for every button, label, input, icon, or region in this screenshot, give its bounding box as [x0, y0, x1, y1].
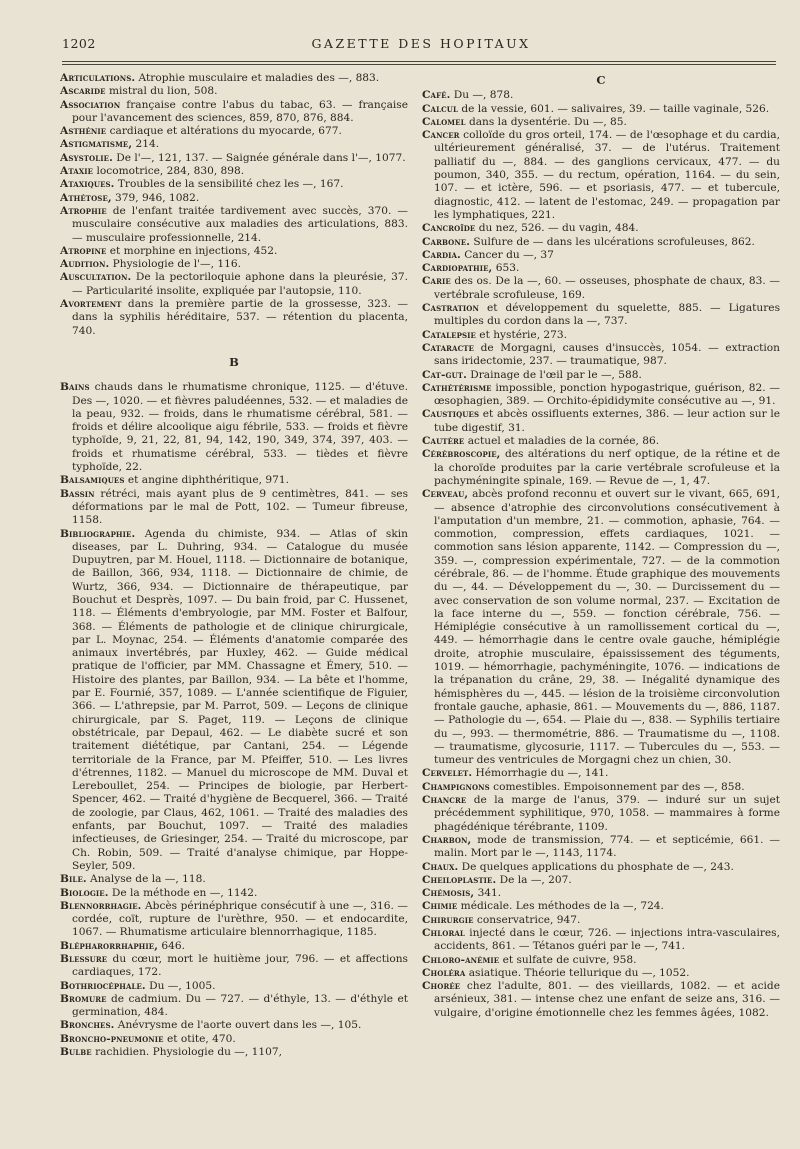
- entry-text: Atrophie musculaire et maladies des —, 883.: [135, 72, 380, 84]
- entry-text: mistral du lion, 508.: [105, 85, 218, 98]
- entry-keyword: Avortement: [60, 298, 122, 311]
- index-entry: [422, 927, 780, 954]
- journal-title: GAZETTE DES HOPITAUX: [311, 36, 531, 51]
- entry-keyword: Astigmatisme,: [60, 138, 133, 151]
- index-entry: [60, 192, 408, 205]
- entry-keyword: Blennorrhagie.: [60, 899, 142, 912]
- entry-keyword: Chancre: [422, 794, 467, 807]
- entry-keyword: Bronches.: [60, 1019, 115, 1032]
- index-entry: [422, 448, 780, 488]
- entry-text: Drainage de l'œil par le —, 588.: [466, 368, 642, 381]
- index-entry: [60, 940, 408, 953]
- entry-text: et sulfate de cuivre, 958.: [499, 953, 637, 966]
- entry-keyword: Cancroïde: [422, 222, 476, 235]
- entry-text: rachidien. Physiologie du —, 1107,: [91, 1046, 282, 1059]
- section-letter-c: C: [596, 73, 606, 87]
- entry-keyword: Chimie: [422, 900, 458, 913]
- entry-text: Abcès périnéphrique consécutif à une —, 316. — cordée, coït, rupture de l'urèthre, 950. — et endocardite, 1067. — Rhumatisme articulaire blennorrhagique, 1185.: [72, 899, 408, 939]
- entry-keyword: Cathétérisme: [422, 381, 492, 394]
- entry-keyword: Association: [60, 98, 121, 111]
- entry-text: 646.: [158, 939, 185, 952]
- entry-text: des os. De la —, 60. — osseuses, phosphate de chaux, 83. — vertébrale scrofuleuse, 169.: [434, 275, 780, 301]
- entry-text: et hystérie, 273.: [475, 328, 568, 341]
- entry-text: médicale. Les méthodes de la —, 724.: [457, 900, 664, 913]
- entry-keyword: Cerveau,: [422, 488, 469, 501]
- entry-text: et angine diphthéritique, 971.: [124, 474, 289, 487]
- entry-keyword: Calcul: [422, 102, 458, 115]
- entry-keyword: Auscultation.: [60, 271, 132, 284]
- entry-text: injecté dans le cœur, 726. — injections intra-vasculaires, accidents, 861. — Tétanos guéri par le —, 741.: [434, 927, 780, 953]
- entry-keyword: Bothriocéphale.: [60, 979, 146, 992]
- entry-text: de Morgagni, causes d'insuccès, 1054. — extraction sans iridectomie, 237. — traumatique, 987.: [434, 341, 780, 368]
- entry-text: Anévrysme de l'aorte ouvert dans les —, 105.: [114, 1019, 362, 1032]
- index-entry: [422, 967, 780, 980]
- index-entry: [60, 887, 408, 900]
- index-entry: [422, 262, 780, 275]
- entry-keyword: Cardiopathie,: [422, 262, 493, 275]
- index-entry: [422, 435, 780, 448]
- entry-keyword: Champignons: [422, 780, 490, 793]
- index-entry: [422, 249, 780, 262]
- entry-text: De quelques applications du phosphate de —, 243.: [458, 860, 734, 873]
- entry-text: Troubles de la sensibilité chez les —, 167.: [114, 178, 344, 191]
- entry-keyword: Ascaride: [60, 85, 106, 98]
- entry-text: Physiologie de l'—, 116.: [109, 258, 241, 271]
- index-entry: [60, 205, 408, 245]
- entry-text: 341.: [474, 887, 502, 900]
- entry-text: De la pectoriloquie aphone dans la pleurésie, 37. — Particularité insolite, expliquée par l'autopsie, 110.: [72, 271, 408, 297]
- index-entry: [60, 900, 408, 940]
- index-entry: [422, 767, 780, 780]
- index-entry: [60, 245, 408, 258]
- index-entry: [60, 298, 408, 338]
- section-letter-b: B: [229, 354, 239, 369]
- entry-keyword: Ataxie: [60, 165, 94, 178]
- page-number: 1202: [62, 36, 96, 51]
- entry-text: asiatique. Théorie tellurique du —, 1052.: [465, 966, 690, 979]
- entry-keyword: Bile.: [60, 873, 87, 886]
- entry-text: chez l'adulte, 801. — des vieillards, 1082. — et acide arsénieux, 381. — intense chez une enfant de seize ans, 316. — vulgaire, d'origine émotionnelle chez les femmes âgées, 1082.: [434, 980, 780, 1019]
- entry-keyword: Carbone.: [422, 235, 471, 248]
- entry-text: 214.: [132, 138, 160, 151]
- index-entry: [60, 953, 408, 980]
- entry-keyword: Balsamiques: [60, 474, 125, 487]
- index-entry: [60, 488, 408, 528]
- entry-keyword: Ataxiques.: [60, 178, 115, 191]
- index-entry: [60, 1046, 408, 1059]
- index-entry: [60, 178, 408, 191]
- entry-keyword: Caustiques: [422, 408, 480, 421]
- entry-keyword: Castration: [422, 302, 479, 315]
- entry-text: chauds dans le rhumatisme chronique, 1125. — d'étuve. Des —, 1020. — et fièvres paludéennes, 532. — et maladies de la peau, 932. — froids, dans le rhumatisme cérébral, 581. — froids et délire alcoolique aigu fébrile, 533. — froids et fièvre typhoïde, 9, 21, 22, 81, 94, 142, 190, 349, 374, 397, 403. — froids et rhumatisme cérébral, 533. — tièdes et fièvre typhoïde, 22.: [72, 381, 408, 474]
- entry-keyword: Cheiloplastie.: [422, 873, 497, 886]
- entry-keyword: Cautère: [422, 435, 465, 448]
- entry-keyword: Biologie.: [60, 886, 109, 899]
- entry-text: dans la dysentérie. Du —, 85.: [465, 115, 627, 128]
- entry-text: Sulfure de — dans les ulcérations scrofuleuses, 862.: [470, 235, 755, 248]
- index-entry: [60, 72, 408, 85]
- index-entry: [60, 873, 408, 886]
- entry-text: Du —, 878.: [450, 89, 514, 102]
- entries-c: [422, 89, 780, 1020]
- entry-keyword: Catalepsie: [422, 328, 476, 341]
- entry-keyword: Carie: [422, 275, 451, 288]
- index-entry: [422, 275, 780, 302]
- index-entry: [60, 528, 408, 874]
- index-entry: [60, 993, 408, 1020]
- entry-text: De l'—, 121, 137. — Saignée générale dans l'—, 1077.: [112, 151, 406, 164]
- entry-keyword: Cervelet.: [422, 767, 473, 780]
- entry-keyword: Audition.: [60, 258, 110, 271]
- index-entry: [422, 369, 780, 382]
- index-entry: [422, 302, 780, 329]
- entry-keyword: Charbon,: [422, 833, 472, 846]
- entry-text: et abcès ossifluents externes, 386. — leur action sur le tube digestif, 31.: [434, 408, 780, 434]
- entry-keyword: Café.: [422, 89, 451, 102]
- entry-text: Hémorrhagie du —, 141.: [472, 767, 609, 780]
- entry-keyword: Athétose,: [60, 191, 112, 204]
- entry-keyword: Bibliographie.: [60, 527, 136, 540]
- index-entry: [60, 474, 408, 487]
- entry-text: 379, 946, 1082.: [111, 191, 200, 204]
- entry-text: de la vessie, 601. — salivaires, 39. — taille vaginale, 526.: [457, 102, 770, 115]
- entry-text: et otite, 470.: [163, 1032, 236, 1045]
- entry-text: comestibles. Empoisonnement par des —, 858.: [489, 780, 745, 793]
- entry-text: de cadmium. Du — 727. — d'éthyle, 13. — d'éthyle et germination, 484.: [72, 992, 408, 1019]
- entry-keyword: Bassin: [60, 487, 95, 500]
- index-entry: [60, 138, 408, 151]
- index-entry: [422, 914, 780, 927]
- entry-keyword: Bains: [60, 381, 90, 394]
- index-entry: [422, 89, 780, 102]
- entry-text: Cancer du —, 37: [460, 248, 554, 261]
- entry-keyword: Articulations.: [60, 72, 136, 84]
- index-entry: [60, 271, 408, 298]
- entries-b: [60, 381, 408, 1059]
- index-entry: [60, 85, 408, 98]
- entry-keyword: Chaux.: [422, 860, 459, 873]
- header-rule: [62, 61, 776, 62]
- index-entry: [422, 408, 780, 435]
- entry-text: et morphine en injections, 452.: [106, 244, 278, 257]
- entry-keyword: Cataracte: [422, 341, 475, 354]
- entry-text: impossible, ponction hypogastrique, guérison, 82. — œsophagien, 389. — Orchito-épididymite consécutive au —, 91.: [434, 381, 780, 408]
- entry-text: abcès profond reconnu et ouvert sur le vivant, 665, 691, — absence d'atrophie des circonvolutions consécutivement à l'amputation d'un membre, 21. — commotion, aphasie, 764. — commotion, compression, effets cardiaques, 1021. — commotion sans lésion apparente, 1142. — Compression du —, 359. —, compression expérimentale, 727. — de la commotion cérébrale, 86. — de l'homme. Étude graphique des mouvements du —, 44. — Développement du —, 30. — Durcissement du — avec conservation de son volume normal, 237. — Excitation de la face interne du —, 559. — fonction cérébrale, 756. — Hémiplégie consécutive à un ramollissement cortical du —, 449. — hémorrhagie dans le centre ovale gauche, hémiplégie droite, atrophie musculaire, épaississement des téguments, 1019. — hémorrhagie, pachyméningite, 1076. — indications de la trépanation du crâne, 29, 38. — Inégalité dynamique des hémisphères du —, 445. — lésion de la troisième circonvolution frontale gauche, aphasie, 861. — Mouvements du —, 886, 1187. — Pathologie du —, 654. — Plaie du —, 838. — Syphilis tertiaire du —, 993. — thermométrie, 886. — Traumatisme du —, 1108. — traumatisme, glycosurie, 1117. — Tubercules du —, 553. — tumeur des ventricules de Morgagni chez un chien, 30.: [434, 488, 780, 767]
- entry-text: de la marge de l'anus, 379. — induré sur un sujet précédemment syphilitique, 970, 1058. — mammaires à forme phagédénique térébrante, 1109.: [434, 794, 780, 833]
- entry-keyword: Atropine: [60, 244, 107, 257]
- index-entry: [60, 381, 408, 474]
- entry-text: de l'enfant traitée tardivement avec succès, 370. — musculaire consécutive aux maladies des articulations, 883. — musculaire professionnelle, 214.: [72, 204, 408, 244]
- index-entry: [60, 165, 408, 178]
- entry-keyword: Choléra: [422, 966, 466, 979]
- entry-text: rétréci, mais ayant plus de 9 centimètres, 841. — ses déformations par le mal de Pott, 102. — Tumeur fibreuse, 1158.: [72, 487, 408, 527]
- index-entry: [422, 887, 780, 900]
- index-entry: [60, 1019, 408, 1032]
- entry-keyword: Chémosis,: [422, 887, 475, 900]
- entry-text: colloïde du gros orteil, 174. — de l'œsophage et du cardia, ultérieurement généralisé, 37. — de l'utérus. Traitement palliatif du —, 884. — des ganglions cervicaux, 477. — du poumon, 340, 355. — du rectum, opération, 1164. — du sein, 107. — et ictère, 596. — et psoriasis, 477. — et tubercule, diagnostic, 412. — latent de l'estomac, 249. — propagation par les lymphatiques, 221.: [434, 129, 780, 221]
- entry-text: 653.: [492, 262, 520, 275]
- entry-keyword: Asthénie: [60, 125, 107, 138]
- index-entry: [422, 129, 780, 222]
- header-rule: [62, 64, 776, 65]
- entry-text: française contre l'abus du tabac, 63. — française pour l'avancement des sciences, 859, 870, 876, 884.: [72, 98, 408, 124]
- entry-text: du cœur, mort le huitième jour, 796. — et affections cardiaques, 172.: [72, 953, 408, 979]
- index-entry: [60, 152, 408, 165]
- entry-keyword: Chirurgie: [422, 913, 474, 926]
- index-entry: [422, 781, 780, 794]
- entry-text: locomotrice, 284, 830, 898.: [93, 165, 245, 178]
- entry-keyword: Blessure: [60, 953, 108, 965]
- entries-a: [60, 72, 408, 338]
- entry-text: cardiaque et altérations du myocarde, 677.: [106, 125, 342, 138]
- index-entry: [422, 222, 780, 235]
- entry-keyword: Bulbe: [60, 1046, 92, 1059]
- entry-text: Analyse de la —, 118.: [86, 873, 206, 886]
- index-entry: [60, 125, 408, 138]
- index-entry: [422, 382, 780, 409]
- entry-keyword: Calomel: [422, 115, 466, 128]
- index-entry: [422, 861, 780, 874]
- index-entry: [422, 103, 780, 116]
- entry-text: actuel et maladies de la cornée, 86.: [464, 435, 660, 448]
- index-entry: [422, 900, 780, 913]
- entry-text: Agenda du chimiste, 934. — Atlas of skin diseases, par L. Duhring, 934. — Catalogue du musée Dupuytren, par M. Houel, 1118. — Dictionnaire de botanique, de Baillon, 366, 934, 1118. — Dictionnaire de chimie, de Wurtz, 366, 934. — Dictionnaire de thérapeutique, par Bouchut et Desprès, 1097. — Du bain froid, par C. Hussenet, 118. — Éléments d'embryologie, par MM. Foster et Balfour, 368. — Éléments de pathologie et de clinique chirurgicale, par L. Moynac, 254. — Éléments d'anatomie comparée des animaux invertébrés, par Huxley, 462. — Guide médical pratique de l'officier, par MM. Chassagne et Émery, 510. — Histoire des plantes, par Baillon, 934. — La bête et l'homme, par E. Fournié, 357, 1089. — L'année scientifique de Figuier, 366. — L'athrepsie, par M. Parrot, 509. — Leçons de clinique chirurgicale, par S. Paget, 119. — Leçons de clinique obstétricale, par Depaul, 462. — Le diabète sucré et son traitement diététique, par Cantani, 254. — Légende territoriale de la France, par M. Pfeiffer, 510. — Les livres d'étrennes, 1182. — Manuel du microscope de MM. Duval et Lereboullet, 254. — Principes de biologie, par Herbert-Spencer, 462. — Traité d'hygiène de Becquerel, 366. — Traité de zoologie, par Claus, 462, 1061. — Traité des maladies des enfants, par Bouchut, 1097. — Traité des maladies infectieuses, de Griesinger, 254. — Traité du microscope, par Ch. Robin, 509. — Traité d'analyse chimique, par Hoppe-Seyler, 509.: [72, 527, 408, 872]
- entry-keyword: Blépharorrhaphie,: [60, 939, 158, 952]
- entry-text: conservatrice, 947.: [473, 913, 581, 926]
- entry-text: mode de transmission, 774. — et septicémie, 661. — malin. Mort par le —, 1143, 1174.: [434, 833, 780, 860]
- index-entry: [422, 834, 780, 861]
- entry-keyword: Cat-gut.: [422, 368, 467, 381]
- entry-keyword: Cancer: [422, 129, 460, 142]
- entry-keyword: Chloral: [422, 927, 465, 939]
- index-entry: [422, 874, 780, 887]
- entry-keyword: Asystolie.: [60, 151, 113, 164]
- entry-keyword: Chorée: [422, 980, 461, 993]
- index-entry: [60, 980, 408, 993]
- entry-text: De la —, 207.: [496, 873, 572, 886]
- entry-keyword: Bromure: [60, 992, 107, 1005]
- index-entry: [422, 980, 780, 1020]
- entry-text: Du —, 1005.: [145, 979, 216, 992]
- entry-text: du nez, 526. — du vagin, 484.: [475, 222, 639, 235]
- entry-keyword: Cérébroscopie,: [422, 448, 501, 461]
- index-entry: [422, 954, 780, 967]
- entry-text: et développement du squelette, 885. — Ligatures multiples du cordon dans la —, 737.: [434, 302, 780, 328]
- entry-keyword: Chloro-anémie: [422, 953, 500, 966]
- entry-keyword: Cardia.: [422, 248, 461, 261]
- entry-keyword: Broncho-pneumonie: [60, 1032, 164, 1045]
- index-entry: [422, 342, 780, 369]
- index-entry: [60, 99, 408, 126]
- entry-text: des altérations du nerf optique, de la rétine et de la choroïde produites par la carie vertébrale scrofuleuse et la pachyméningite spinale, 169. — Revue de —, 1, 47.: [434, 448, 780, 487]
- index-entry: [422, 488, 780, 767]
- index-entry: [60, 258, 408, 271]
- entry-keyword: Atrophie: [60, 204, 107, 217]
- entry-text: De la méthode en —, 1142.: [108, 886, 258, 899]
- entry-text: dans la première partie de la grossesse, 323. — dans la syphilis héréditaire, 537. — rétention du placenta, 740.: [72, 298, 408, 337]
- left-column: [60, 72, 408, 1135]
- page-header: [62, 36, 780, 60]
- index-entry: [422, 329, 780, 342]
- index-entry: [422, 236, 780, 249]
- index-entry: [422, 116, 780, 129]
- right-column: [422, 72, 780, 1135]
- index-entry: [60, 1033, 408, 1046]
- index-entry: [422, 794, 780, 834]
